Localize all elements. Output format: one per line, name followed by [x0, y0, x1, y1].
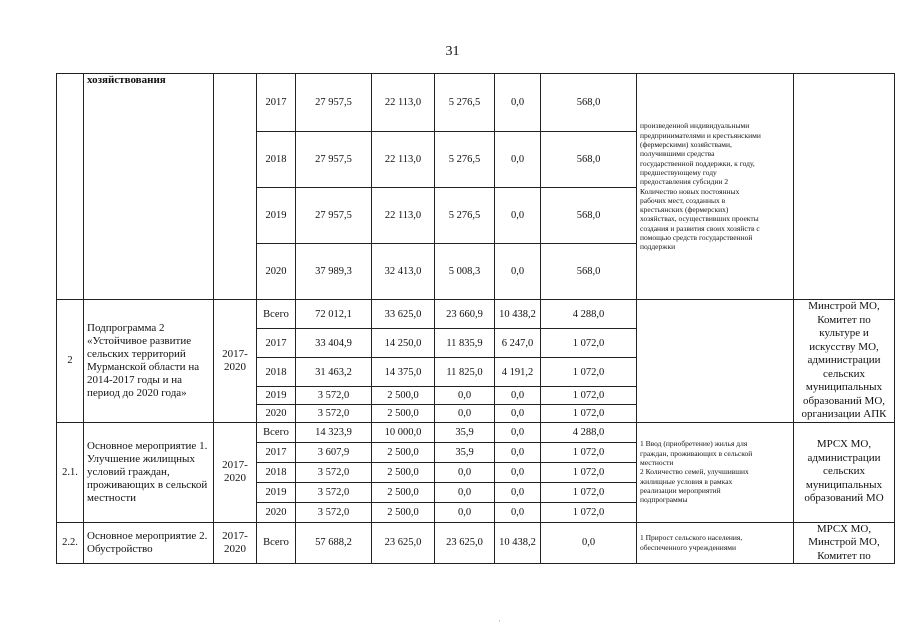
value-cell: 22 113,0 — [372, 74, 435, 132]
value-cell: 72 012,1 — [296, 300, 372, 329]
indicator-cell: 1 Прирост сельского населения, обеспеченного учреждениями — [637, 522, 794, 564]
year-cell: 2018 — [257, 462, 296, 482]
value-cell: 23 625,0 — [435, 522, 495, 564]
indicator-cell: 1 Ввод (приобретение) жилья для граждан, проживающих в сельской местности 2 Количество семей, улучшивших жилищные условия в рамках реализации мероприятий подпрограммы — [637, 422, 794, 522]
value-cell: 2 500,0 — [372, 482, 435, 502]
indicator-cell: произведенной индивидуальными предпринимателями и крестьянскими (фермерскими) хозяйствами, получившими средства государственной поддержки, к году, предшествующему году предоставления субсидии 2 Количество новых постоянных рабочих мест, созданных в крестьянских (фермерских) хозяйствах, осуществивших проекты создания и развития своих хозяйств с помощью средств государственной поддержки — [637, 74, 794, 300]
row-number-cell: 2.2. — [57, 522, 84, 564]
value-cell: 5 008,3 — [435, 244, 495, 300]
value-cell: 0,0 — [495, 74, 541, 132]
year-cell: 2020 — [257, 404, 296, 422]
row-number-cell — [57, 74, 84, 300]
executor-cell: Минстрой МО, Комитет по культуре и искусству МО, администрации сельских муниципальных образований МО, организации АПК — [794, 300, 895, 423]
year-cell: 2019 — [257, 387, 296, 405]
value-cell: 0,0 — [435, 404, 495, 422]
table-row — [57, 74, 895, 132]
value-cell: 0,0 — [495, 244, 541, 300]
value-cell: 4 191,2 — [495, 358, 541, 387]
value-cell: 5 276,5 — [435, 188, 495, 244]
value-cell: 0,0 — [495, 132, 541, 188]
value-cell: 3 572,0 — [296, 482, 372, 502]
row-number-cell: 2.1. — [57, 422, 84, 522]
year-cell: 2020 — [257, 502, 296, 522]
value-cell: 1 072,0 — [541, 329, 637, 358]
term-cell: 2017- 2020 — [214, 522, 257, 564]
value-cell: 31 463,2 — [296, 358, 372, 387]
value-cell: 10 438,2 — [495, 300, 541, 329]
page-number: 31 — [445, 44, 460, 59]
term-cell — [214, 74, 257, 300]
value-cell: 0,0 — [495, 482, 541, 502]
value-cell: 11 835,9 — [435, 329, 495, 358]
executor-cell: МРСХ МО, Минстрой МО, Комитет по — [794, 522, 895, 564]
value-cell: 2 500,0 — [372, 387, 435, 405]
table-row — [57, 422, 895, 442]
value-cell: 0,0 — [495, 462, 541, 482]
value-cell: 0,0 — [541, 522, 637, 564]
value-cell: 37 989,3 — [296, 244, 372, 300]
value-cell: 10 438,2 — [495, 522, 541, 564]
value-cell: 568,0 — [541, 132, 637, 188]
value-cell: 33 625,0 — [372, 300, 435, 329]
table-row — [57, 300, 895, 329]
term-cell: 2017- 2020 — [214, 300, 257, 423]
executor-cell — [794, 74, 895, 300]
year-cell: Всего — [257, 522, 296, 564]
year-cell: Всего — [257, 422, 296, 442]
year-cell: 2018 — [257, 358, 296, 387]
year-cell: 2019 — [257, 482, 296, 502]
table-row — [57, 522, 895, 564]
year-cell: 2020 — [257, 244, 296, 300]
value-cell: 27 957,5 — [296, 132, 372, 188]
value-cell: 1 072,0 — [541, 404, 637, 422]
value-cell: 0,0 — [495, 387, 541, 405]
value-cell: 23 625,0 — [372, 522, 435, 564]
value-cell: 22 113,0 — [372, 188, 435, 244]
scan-dot: · — [498, 617, 501, 626]
value-cell: 2 500,0 — [372, 442, 435, 462]
value-cell: 14 323,9 — [296, 422, 372, 442]
value-cell: 4 288,0 — [541, 300, 637, 329]
value-cell: 27 957,5 — [296, 188, 372, 244]
measure-name-cell: Подпрограмма 2 «Устойчивое развитие сельских территорий Мурманской области на 2014-2017 годы и на период до 2020 года» — [84, 300, 214, 423]
measure-name-cell: хозяйствования — [84, 74, 214, 300]
value-cell: 5 276,5 — [435, 132, 495, 188]
value-cell: 27 957,5 — [296, 74, 372, 132]
value-cell: 2 500,0 — [372, 404, 435, 422]
measure-name-cell: Основное мероприятие 2. Обустройство — [84, 522, 214, 564]
value-cell: 11 825,0 — [435, 358, 495, 387]
value-cell: 3 607,9 — [296, 442, 372, 462]
year-cell: Всего — [257, 300, 296, 329]
term-cell: 2017- 2020 — [214, 422, 257, 522]
value-cell: 2 500,0 — [372, 502, 435, 522]
value-cell: 33 404,9 — [296, 329, 372, 358]
value-cell: 568,0 — [541, 74, 637, 132]
value-cell: 0,0 — [495, 442, 541, 462]
value-cell: 1 072,0 — [541, 358, 637, 387]
value-cell: 568,0 — [541, 244, 637, 300]
value-cell: 6 247,0 — [495, 329, 541, 358]
value-cell: 1 072,0 — [541, 502, 637, 522]
row-number-cell: 2 — [57, 300, 84, 423]
value-cell: 0,0 — [435, 387, 495, 405]
value-cell: 14 250,0 — [372, 329, 435, 358]
value-cell: 4 288,0 — [541, 422, 637, 442]
value-cell: 10 000,0 — [372, 422, 435, 442]
value-cell: 0,0 — [495, 188, 541, 244]
value-cell: 0,0 — [435, 462, 495, 482]
value-cell: 23 660,9 — [435, 300, 495, 329]
value-cell: 1 072,0 — [541, 462, 637, 482]
value-cell: 3 572,0 — [296, 404, 372, 422]
value-cell: 2 500,0 — [372, 462, 435, 482]
year-cell: 2017 — [257, 74, 296, 132]
value-cell: 3 572,0 — [296, 387, 372, 405]
year-cell: 2017 — [257, 442, 296, 462]
program-table — [56, 73, 895, 564]
year-cell: 2019 — [257, 188, 296, 244]
value-cell: 0,0 — [435, 502, 495, 522]
value-cell: 57 688,2 — [296, 522, 372, 564]
measure-name-cell: Основное мероприятие 1. Улучшение жилищных условий граждан, проживающих в сельской местности — [84, 422, 214, 522]
value-cell: 32 413,0 — [372, 244, 435, 300]
value-cell: 1 072,0 — [541, 482, 637, 502]
value-cell: 568,0 — [541, 188, 637, 244]
year-cell: 2018 — [257, 132, 296, 188]
value-cell: 0,0 — [495, 422, 541, 442]
value-cell: 3 572,0 — [296, 502, 372, 522]
value-cell: 0,0 — [495, 502, 541, 522]
executor-cell: МРСХ МО, администрации сельских муниципальных образований МО — [794, 422, 895, 522]
value-cell: 14 375,0 — [372, 358, 435, 387]
value-cell: 35,9 — [435, 442, 495, 462]
value-cell: 0,0 — [495, 404, 541, 422]
indicator-cell — [637, 300, 794, 423]
value-cell: 0,0 — [435, 482, 495, 502]
value-cell: 35,9 — [435, 422, 495, 442]
year-cell: 2017 — [257, 329, 296, 358]
value-cell: 3 572,0 — [296, 462, 372, 482]
value-cell: 22 113,0 — [372, 132, 435, 188]
value-cell: 1 072,0 — [541, 387, 637, 405]
value-cell: 1 072,0 — [541, 442, 637, 462]
value-cell: 5 276,5 — [435, 74, 495, 132]
